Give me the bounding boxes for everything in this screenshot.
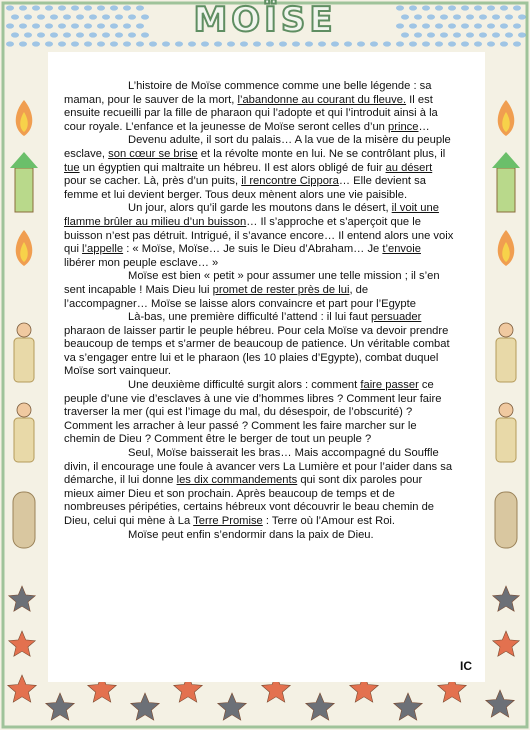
story-text-run: Il est ensuite recueilli par la fille de pharaon qui l’adopte et qui l’introduit ainsi à la cour royale. L’enfance et la jeunesse de Moïse seront celles d’un <box>64 93 438 133</box>
bubble-shape <box>513 41 521 46</box>
pillar-shape <box>14 338 34 382</box>
bubble-shape <box>136 5 144 10</box>
underlined-phrase: il rencontre Cippora <box>241 175 339 188</box>
bubble-shape <box>396 5 404 10</box>
bubble-shape <box>331 41 339 46</box>
story-text-run: Moïse peut enfin s’endormir dans la paix de Dieu. <box>128 528 374 541</box>
bubble-shape <box>461 23 469 28</box>
bubble-shape <box>123 23 131 28</box>
bubble-shape <box>175 41 183 46</box>
bubble-shape <box>115 32 123 37</box>
underlined-phrase: promet de rester près de lui <box>212 283 350 296</box>
bubble-shape <box>492 14 500 19</box>
underlined-phrase: au désert <box>385 161 433 174</box>
bubble-shape <box>487 5 495 10</box>
story-text-run: Moïse est bien « petit » pour assumer une telle mission ; il s’en sent incapable ! Mais Dieu lui <box>64 270 440 296</box>
bubble-shape <box>201 41 209 46</box>
bubble-shape <box>45 23 53 28</box>
bubble-shape <box>487 41 495 46</box>
bubble-shape <box>422 41 430 46</box>
bubble-shape <box>383 41 391 46</box>
story-text-run: , de l’accompagner… Moïse se laisse alors convaincre et part pour l’Egypte <box>64 283 416 310</box>
bubble-shape <box>136 41 144 46</box>
bubble-shape <box>63 14 71 19</box>
underlined-phrase: faire passer <box>360 379 419 392</box>
bubble-shape <box>427 32 435 37</box>
figure-head-shape <box>499 323 513 337</box>
bubble-shape <box>409 41 417 46</box>
bubble-shape <box>97 41 105 46</box>
bubble-shape <box>24 32 32 37</box>
bubble-shape <box>110 23 118 28</box>
bubble-shape <box>479 14 487 19</box>
page-title: MOÏSE <box>193 0 337 40</box>
bubble-shape <box>84 41 92 46</box>
bubble-shape <box>466 14 474 19</box>
bubble-shape <box>396 23 404 28</box>
bubble-shape <box>58 41 66 46</box>
story-text-run: Seul, Moïse baisserait les bras… Mais accompagné du Souffle divin, il encourage une foule à avancer vers La Lumière et pour l’aider dans sa démarche, il lui donne <box>64 447 453 487</box>
bubble-shape <box>71 5 79 10</box>
bubble-shape <box>318 41 326 46</box>
bubble-shape <box>487 23 495 28</box>
signature: IC <box>460 659 472 673</box>
story-text-run: L’histoire de Moïse commence comme une belle légende : sa maman, pour le sauver de la mort, <box>64 80 432 106</box>
bubble-shape <box>440 32 448 37</box>
story-paragraph <box>64 80 454 134</box>
bubble-shape <box>435 5 443 10</box>
bubble-shape <box>401 14 409 19</box>
bubble-shape <box>357 41 365 46</box>
story-text-run: … Elle devient sa femme et lui devient berger. Tous deux mènent alors une vie paisible. <box>64 175 426 201</box>
bubble-shape <box>123 41 131 46</box>
bubble-shape <box>110 41 118 46</box>
bubble-shape <box>19 41 27 46</box>
bubble-shape <box>136 23 144 28</box>
bubble-shape <box>253 41 261 46</box>
bubble-shape <box>492 32 500 37</box>
bubble-shape <box>500 5 508 10</box>
bubble-shape <box>505 14 513 19</box>
bubble-shape <box>89 14 97 19</box>
bubble-shape <box>45 41 53 46</box>
bubble-shape <box>422 5 430 10</box>
bubble-shape <box>474 41 482 46</box>
bubble-shape <box>97 5 105 10</box>
bubble-shape <box>141 32 149 37</box>
bubble-shape <box>11 32 19 37</box>
figure-head-shape <box>17 403 31 417</box>
bubble-shape <box>37 32 45 37</box>
story-text-run: pour se cacher. Là, près d’un puits, <box>64 175 242 188</box>
underlined-phrase: persuader <box>370 311 422 324</box>
bubble-shape <box>84 5 92 10</box>
bubble-shape <box>19 23 27 28</box>
bubble-shape <box>409 23 417 28</box>
underlined-phrase: les dix commandements <box>176 474 298 487</box>
bubble-shape <box>448 23 456 28</box>
story-paragraph <box>64 379 454 447</box>
figure-head-shape <box>499 403 513 417</box>
bubble-shape <box>11 14 19 19</box>
story-paragraph <box>64 202 454 270</box>
bubble-shape <box>102 14 110 19</box>
story-text-run: Devenu adulte, il sort du palais… A la vue de la misère du peuple esclave, <box>64 134 451 160</box>
bubble-shape <box>479 32 487 37</box>
bubble-shape <box>474 23 482 28</box>
bubble-shape <box>435 41 443 46</box>
bubble-shape <box>453 14 461 19</box>
story-text-run: Une deuxième difficulté surgit alors : comment <box>128 379 361 392</box>
underlined-phrase: t’envoie <box>382 243 421 256</box>
bubble-shape <box>453 32 461 37</box>
bubble-shape <box>461 5 469 10</box>
bubble-shape <box>6 23 14 28</box>
bubble-shape <box>448 5 456 10</box>
bubble-shape <box>32 23 40 28</box>
pillar-shape <box>496 338 516 382</box>
bubble-shape <box>279 41 287 46</box>
story-paragraph <box>64 529 454 543</box>
underlined-phrase: son cœur se brise <box>108 147 198 160</box>
story-text-run: un égyptien qui maltraite un hébreu. Il est alors obligé de fuir <box>79 161 386 174</box>
bubble-shape <box>266 41 274 46</box>
bubble-shape <box>505 32 513 37</box>
palm-trunk-shape <box>15 168 33 212</box>
bubble-shape <box>427 14 435 19</box>
bubble-shape <box>435 23 443 28</box>
bubble-shape <box>422 23 430 28</box>
bubble-shape <box>6 5 14 10</box>
story-text-run: qui sont dix paroles pour mieux aimer Dieu et son prochain. Après beaucoup de temps et de nombreuses péripéties, certains hébreux vont découvrir le beau chemin de Dieu, celui qui mène à La <box>64 474 435 527</box>
bubble-shape <box>149 41 157 46</box>
bubble-shape <box>76 32 84 37</box>
bubble-shape <box>188 41 196 46</box>
bubble-shape <box>58 23 66 28</box>
bubble-shape <box>19 5 27 10</box>
bubble-shape <box>227 41 235 46</box>
underlined-phrase: Terre Promise <box>193 515 263 527</box>
bubble-shape <box>474 5 482 10</box>
bubble-shape <box>123 5 131 10</box>
bubble-shape <box>97 23 105 28</box>
bubble-shape <box>305 41 313 46</box>
underlined-phrase: il voit une flamme brûler au milieu d’un buisson <box>64 202 439 228</box>
bubble-shape <box>461 41 469 46</box>
bubble-shape <box>396 41 404 46</box>
bubble-shape <box>500 23 508 28</box>
palm-trunk-shape <box>497 168 515 212</box>
story-text-run: pharaon de laisser partir le peuple hébreu. Pour cela Moïse va devoir prendre beaucoup de temps et s’armer de beaucoup de patience. Un véritable combat va s’engager entre lui et le pharaon (les 10 plaies d’Egypte), combat duquel Moïse sort vainqueur. <box>64 324 450 378</box>
bubble-shape <box>370 41 378 46</box>
story-text-run: Là-bas, une première difficulté l’attend : il lui faut <box>128 311 371 324</box>
bubble-shape <box>466 32 474 37</box>
story-paragraph <box>64 270 454 311</box>
bubble-shape <box>63 32 71 37</box>
bubble-shape <box>141 14 149 19</box>
bubble-shape <box>292 41 300 46</box>
story-paragraph <box>64 447 454 529</box>
bubble-shape <box>58 5 66 10</box>
bubble-shape <box>115 14 123 19</box>
bubble-shape <box>401 32 409 37</box>
story-text-run: Un jour, alors qu’il garde les moutons dans le désert, <box>128 202 392 215</box>
story-paragraph <box>64 134 454 202</box>
bubble-shape <box>513 5 521 10</box>
story-text <box>64 80 454 542</box>
bubble-shape <box>128 14 136 19</box>
underlined-phrase: l’abandonne au courant du fleuve. <box>237 93 407 106</box>
bubble-shape <box>89 32 97 37</box>
pillar-shape <box>14 418 34 462</box>
bubble-shape <box>518 32 526 37</box>
bubble-shape <box>32 41 40 46</box>
bubble-shape <box>110 5 118 10</box>
pillar-shape <box>496 418 516 462</box>
underlined-phrase: prince <box>388 120 419 133</box>
story-text-run: : « Moïse, Moïse… Je suis le Dieu d’Abraham… Je <box>123 243 383 256</box>
bubble-shape <box>513 23 521 28</box>
bubble-shape <box>24 14 32 19</box>
bubble-shape <box>37 14 45 19</box>
bubble-shape <box>6 41 14 46</box>
bubble-shape <box>440 14 448 19</box>
bubble-shape <box>32 5 40 10</box>
figure-head-shape <box>17 323 31 337</box>
story-text-run: ce peuple d’une vie d’esclaves à une vie d’hommes libres ? Comment leur faire traverser la mer (qui est l’image du mal, du désespoir, de l’obscurité) ? Comment les arracher à leur passé ? Comment les faire marcher sur le chemin de Dieu ? Comment être le berger de tout un peuple ? <box>64 379 442 446</box>
story-text-run: : Terre où l’Amour est Roi. <box>262 515 396 527</box>
tablet-shape <box>13 492 35 548</box>
underlined-phrase: tue <box>64 161 80 174</box>
bubble-shape <box>128 32 136 37</box>
bubble-shape <box>71 41 79 46</box>
story-text-run: et la révolte monte en lui. Ne se contrôlant plus, il <box>197 147 446 160</box>
underlined-phrase: l’appelle <box>82 243 124 256</box>
bubble-shape <box>518 14 526 19</box>
bubble-shape <box>76 14 84 19</box>
bubble-shape <box>50 14 58 19</box>
story-text-run: libérer mon peuple esclave… » <box>64 256 219 269</box>
bubble-shape <box>162 41 170 46</box>
story-text-run: … Il s’approche et s’aperçoit que le buisson n’est pas détruit. Intrigué, il s’avance encore… Il entend alors une voix qui <box>64 215 454 256</box>
story-paragraph <box>64 311 454 379</box>
bubble-shape <box>45 5 53 10</box>
bubble-shape <box>50 32 58 37</box>
bubble-shape <box>84 23 92 28</box>
bubble-shape <box>409 5 417 10</box>
bubble-shape <box>344 41 352 46</box>
story-text-run: … <box>418 120 430 133</box>
bubble-shape <box>102 32 110 37</box>
bubble-shape <box>448 41 456 46</box>
bubble-shape <box>414 14 422 19</box>
bubble-shape <box>240 41 248 46</box>
bubble-shape <box>214 41 222 46</box>
bubble-shape <box>500 41 508 46</box>
bubble-shape <box>71 23 79 28</box>
bubble-shape <box>414 32 422 37</box>
tablet-shape <box>495 492 517 548</box>
